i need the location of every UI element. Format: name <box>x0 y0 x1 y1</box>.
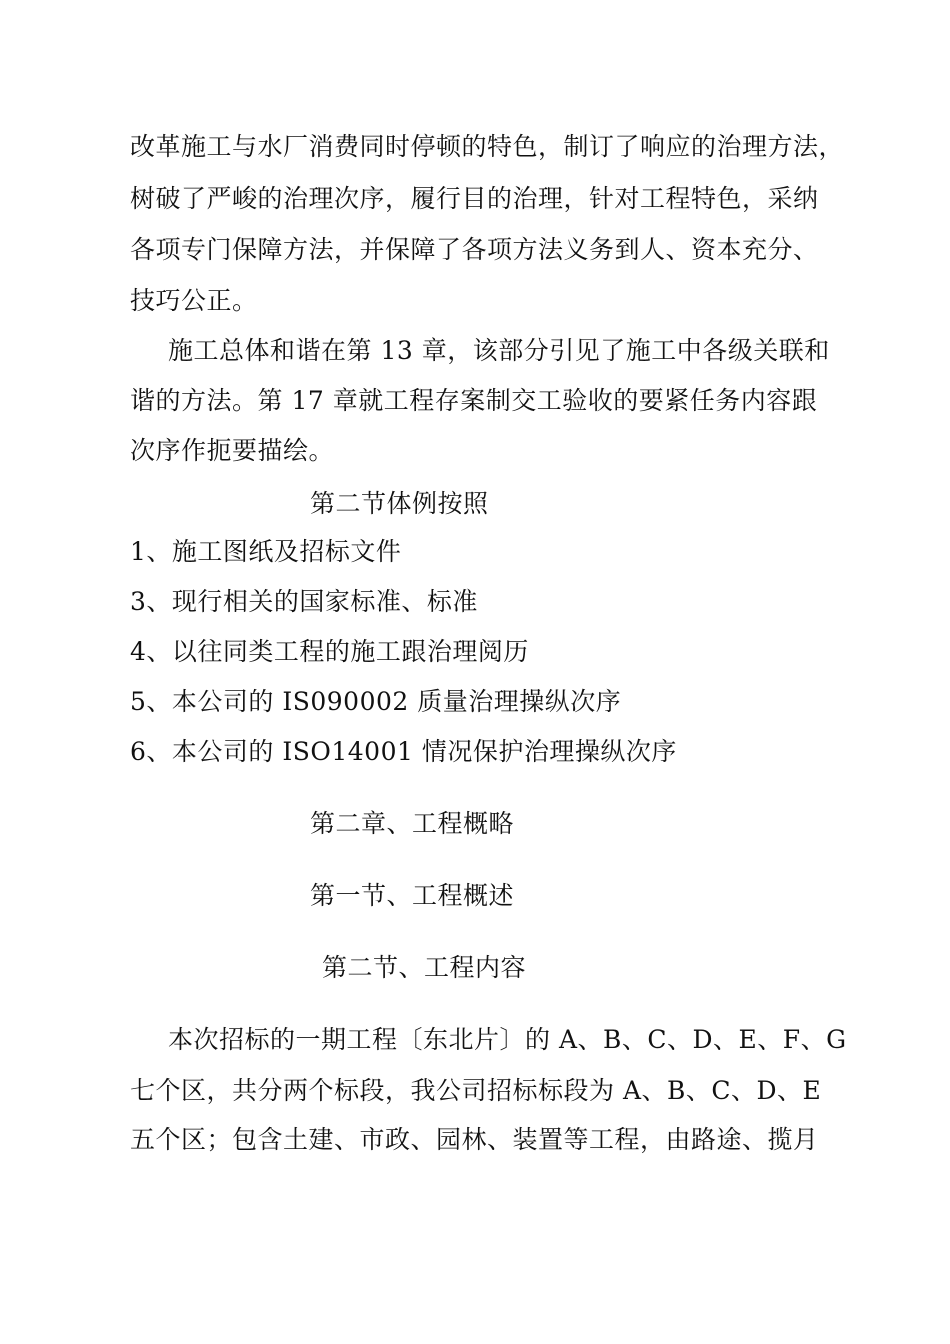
paragraph-line: 谐的方法。第 17 章就工程存案制交工验收的要紧任务内容跟 <box>130 386 818 415</box>
paragraph-line: 次序作扼要描绘。 <box>130 436 335 465</box>
paragraph-line: 树破了严峻的治理次序，履行目的治理，针对工程特色，采纳 <box>130 184 819 213</box>
list-item: 4、以往同类工程的施工跟治理阅历 <box>130 637 529 666</box>
section-heading: 第一节、工程概述 <box>310 881 515 910</box>
list-item: 5、本公司的 IS090002 质量治理操纵次序 <box>130 687 622 716</box>
paragraph-line: 各项专门保障方法，并保障了各项方法义务到人、资本充分、 <box>130 235 819 264</box>
list-item: 3、现行相关的国家标准、标准 <box>130 587 478 616</box>
paragraph-line: 五个区；包含土建、市政、园林、装置等工程，由路途、揽月 <box>130 1125 819 1154</box>
paragraph-line: 技巧公正。 <box>130 286 258 315</box>
list-item: 6、本公司的 ISO14001 情况保护治理操纵次序 <box>130 737 677 766</box>
chapter-heading: 第二章、工程概略 <box>310 809 515 838</box>
section-heading: 第二节、工程内容 <box>322 953 527 982</box>
paragraph-line: 七个区，共分两个标段，我公司招标标段为 A、B、C、D、E <box>130 1076 822 1105</box>
paragraph-line: 改革施工与水厂消费同时停顿的特色，制订了响应的治理方法， <box>130 132 845 161</box>
section-heading: 第二节体例按照 <box>310 489 489 518</box>
paragraph-line: 施工总体和谐在第 13 章，该部分引见了施工中各级关联和 <box>168 336 830 365</box>
list-item: 1、施工图纸及招标文件 <box>130 537 402 566</box>
paragraph-line: 本次招标的一期工程〔东北片〕的 A、B、C、D、E、F、G <box>168 1025 847 1054</box>
